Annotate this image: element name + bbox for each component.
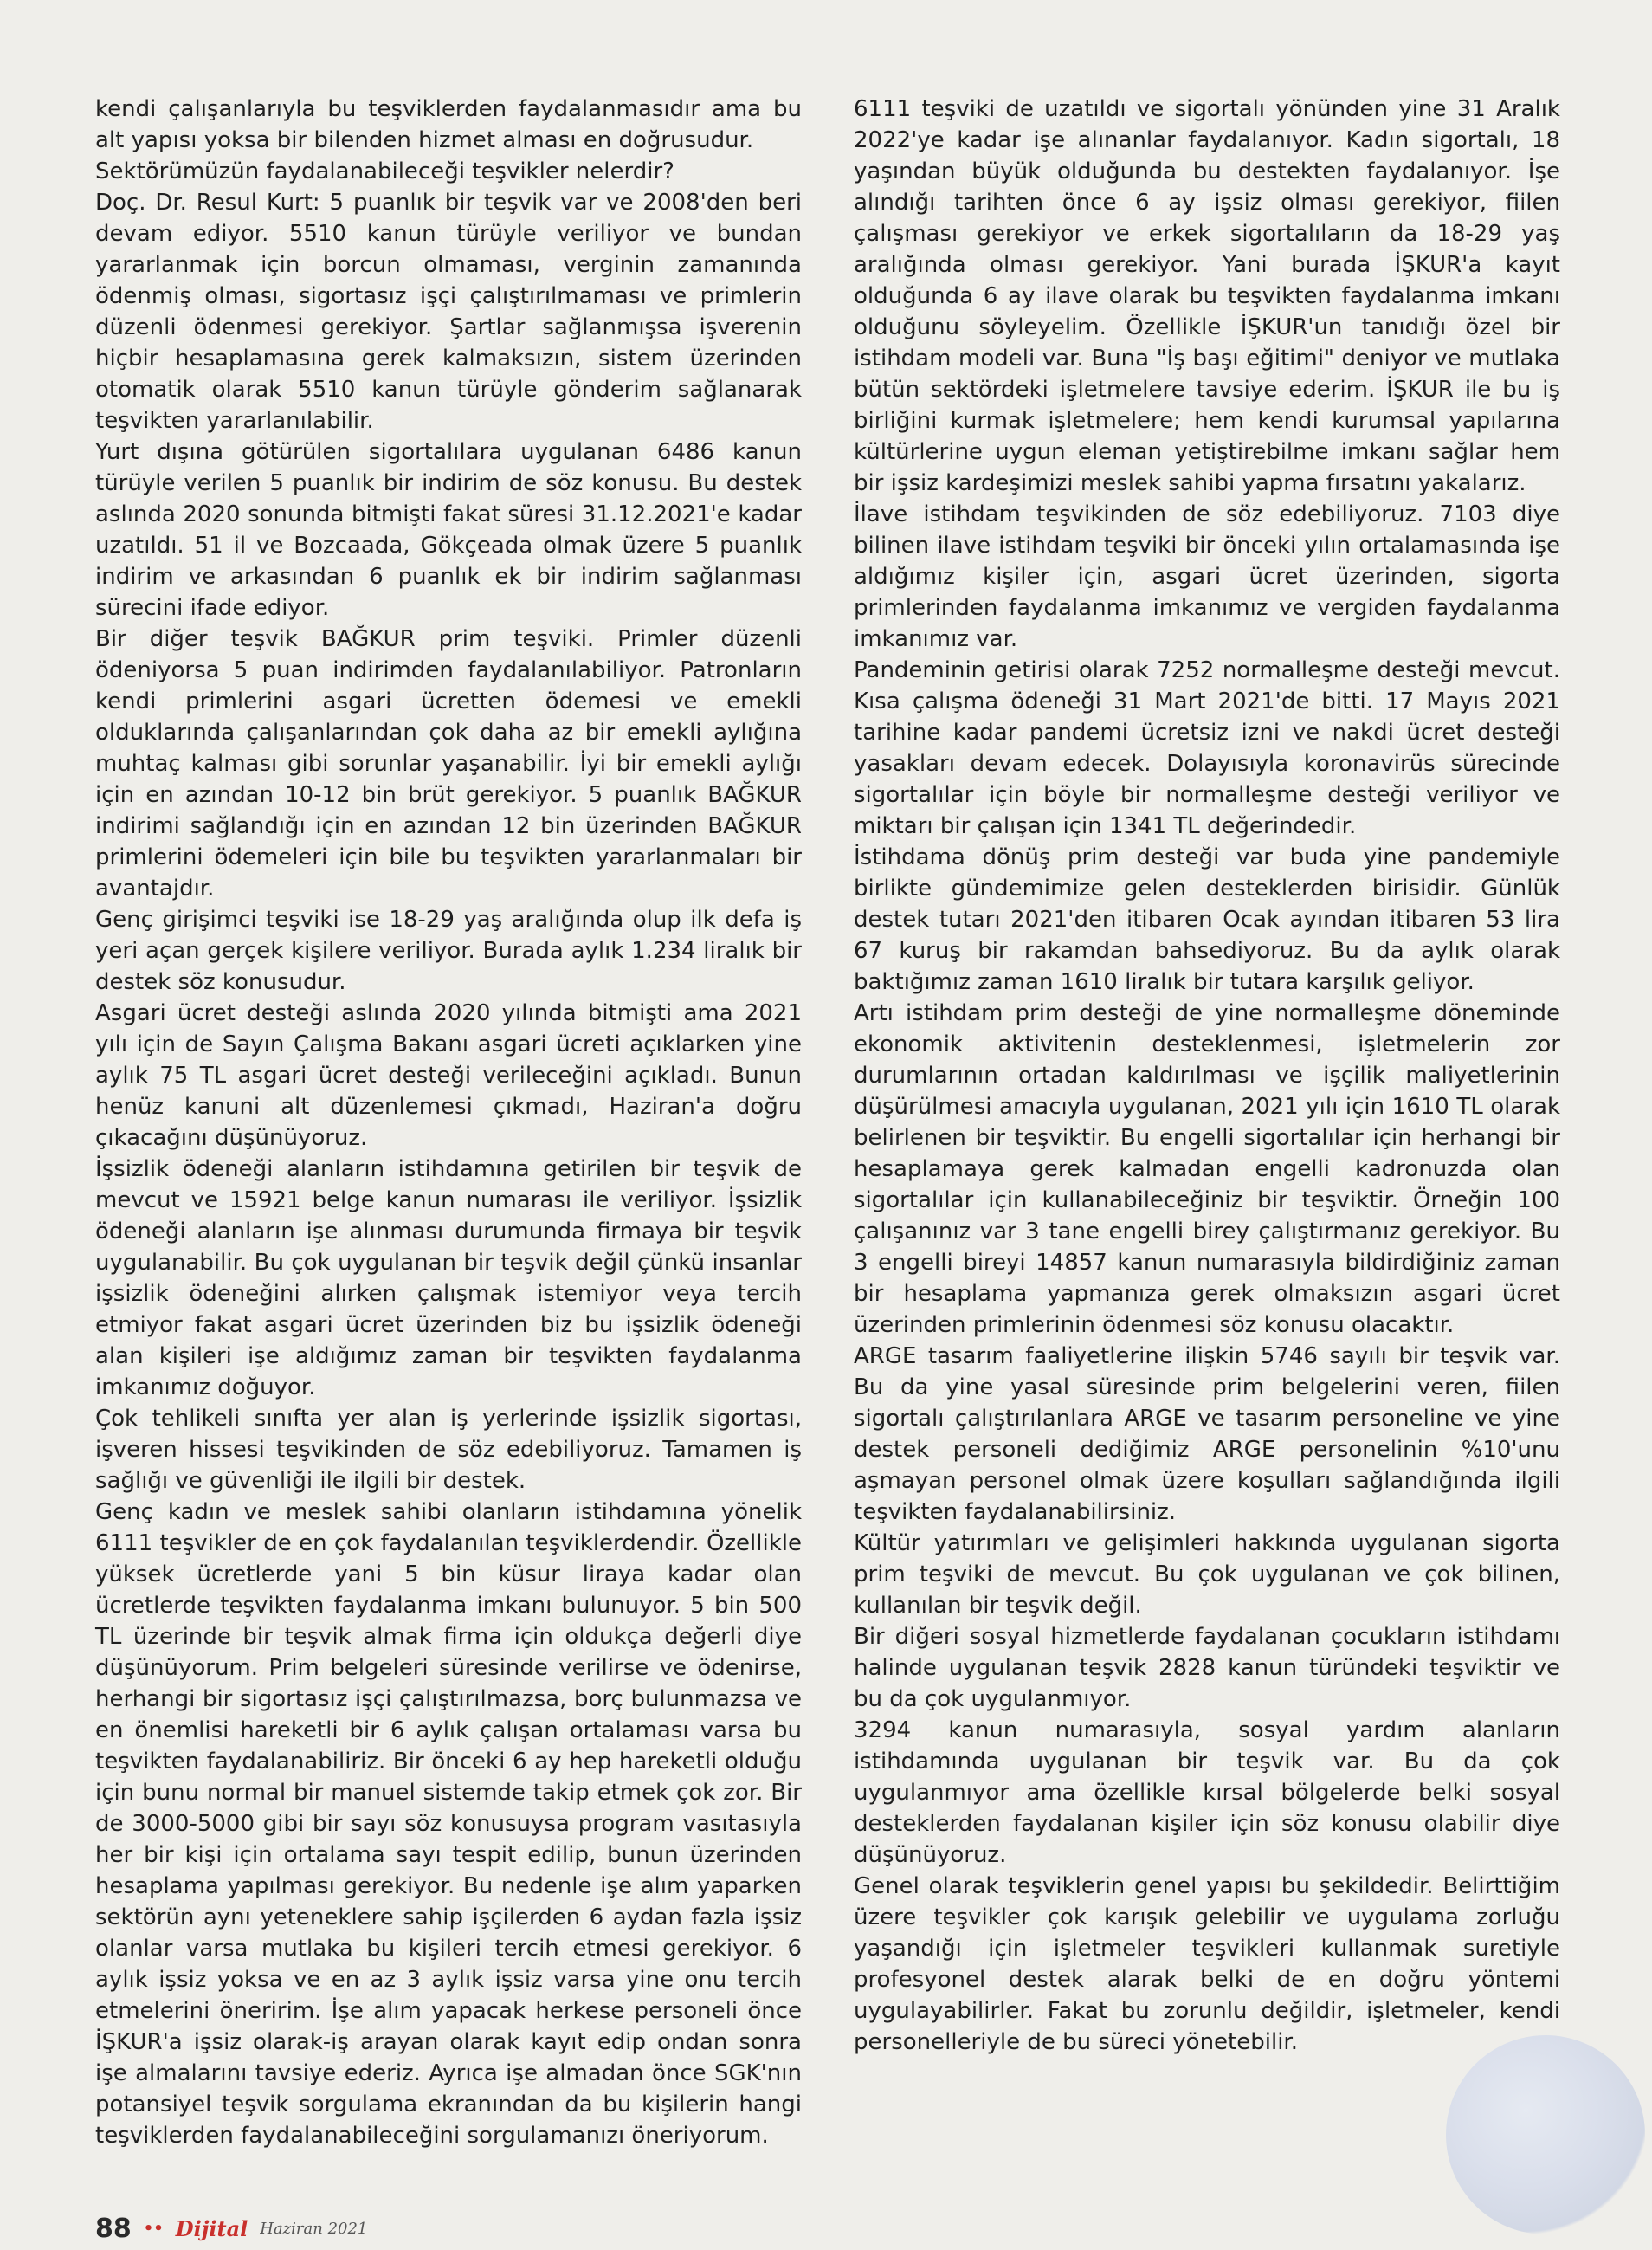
paragraph: kendi çalışanlarıyla bu teşviklerden faydalanmasıdır ama bu alt yapısı yoksa bir bilenden hizmet alması en doğrusudur. [95,96,802,153]
paragraph: İlave istihdam teşvikinden de söz edebiliyoruz. 7103 diye bilinen ilave istihdam teşviki bir önceki yılın ortalamasında işe aldığımız kişiler için, asgari ücret üzerinden, sigorta primlerinden faydalanma imkanımız ve vergiden faydalanma imkanımız var. [854,501,1560,652]
issue-date: Haziran 2021 [260,2220,368,2238]
magazine-logo: Dijital [175,2216,248,2241]
paragraph: Bir diğeri sosyal hizmetlerde faydalanan çocukların istihdamı halinde uygulanan teşvik 2828 kanun türündeki teşviktir ve bu da çok uygulanmıyor. [854,1624,1560,1712]
decorative-orb-icon [1446,2035,1645,2234]
paragraph: Kültür yatırımları ve gelişimleri hakkında uygulanan sigorta prim teşviki de mevcut. Bu çok uygulanan ve çok bilinen, kullanılan bir teşvik değil. [854,1530,1560,1619]
paragraph: Yurt dışına götürülen sigortalılara uygulanan 6486 kanun türüyle verilen 5 puanlık bir indirim de söz konusu. Bu destek aslında 2020 sonunda bitmişti fakat süresi 31.12.2021'e kadar uzatıldı. 51 il ve Bozcaada, Gökçeada olmak üzere 5 puanlık indirim ve arkasından 6 puanlık ek bir indirim sağlanması sürecini ifade ediyor. [95,439,802,621]
paragraph: Asgari ücret desteği aslında 2020 yılında bitmişti ama 2021 yılı için de Sayın Çalışma Bakanı asgari ücreti açıklarken yine aylık 75 TL asgari ücret desteği verileceğini açıkladı. Bunun henüz kanuni alt düzenlemesi çıkmadı, Haziran'a doğru çıkacağını düşünüyoruz. [95,1000,802,1151]
paragraph: Pandeminin getirisi olarak 7252 normalleşme desteği mevcut. Kısa çalışma ödeneği 31 Mart 2021'de bitti. 17 Mayıs 2021 tarihine kadar pandemi ücretsiz izni ve nakdi ücret desteği yasakları devam edecek. Dolayısıyla koronavirüs sürecinde sigortalılar için böyle bir normalleşme desteği veriliyor ve miktarı bir çalışan için 1341 TL değerindedir. [854,657,1560,839]
paragraph: Genç kadın ve meslek sahibi olanların istihdamına yönelik 6111 teşvikler de en çok faydalanılan teşviklerdendir. Özellikle yüksek ücretlerde yani 5 bin küsur liraya kadar olan ücretlerde teşvikten faydalanma imkanı bulunuyor. 5 bin 500 TL üzerinde bir teşvik almak firma için oldukça değerli diye düşünüyorum. Prim belgeleri süresinde verilirse ve ödenirse, herhangi bir sigortasız işçi çalıştırılmazsa, borç bulunmazsa ve en önemlisi hareketli bir 6 aylık çalışan ortalaması varsa bu teşvikten faydalanabiliriz. Bir önceki 6 ay hep hareketli olduğu için bunu normal bir manuel sistemde takip etmek çok zor. Bir de 3000-5000 gibi bir sayı söz konusuysa program vasıtasıyla her bir kişi için ortalama sayı tespit edilip, bunun üzerinden hesaplama yapılması gerekiyor. Bu nedenle işe alım yaparken sektörün aynı yeteneklere sahip işçilerden 6 aydan fazla işsiz olanlar varsa mutlaka bu kişileri tercih etmesi gerekiyor. 6 aylık işsiz yoksa ve en az 3 aylık işsiz varsa yine onu tercih etmelerini öneririm. İşe alım yapacak herkese personeli önce İŞKUR'a işsiz olarak-iş arayan olarak kayıt edip ondan sonra işe almalarını tavsiye ederiz. Ayrıca işe almadan önce SGK'nın potansiyel teşvik sorgulama ekranından da bu kişilerin hangi teşviklerden faydalanabileceğini sorgulamanızı öneriyorum. [95,1499,802,2149]
paragraph: 3294 kanun numarasıyla, sosyal yardım alanların istihdamında uygulanan bir teşvik var. Bu da çok uygulanmıyor ama özellikle kırsal bölgelerde belki sosyal desteklerden faydalanan kişiler için söz konusu olabilir diye düşünüyoruz. [854,1717,1560,1868]
paragraph: Doç. Dr. Resul Kurt: 5 puanlık bir teşvik var ve 2008'den beri devam ediyor. 5510 kanun türüyle veriliyor ve bundan yararlanmak için borcun olmaması, verginin zamanında ödenmiş olması, sigortasız işçi çalıştırılmaması ve primlerin düzenli ödenmesi gerekiyor. Şartlar sağlanmışsa işverenin hiçbir hesaplamasına gerek kalmaksızın, sistem üzerinden otomatik olarak 5510 kanun türüyle gönderim sağlanarak teşvikten yararlanılabilir. [95,190,802,434]
logo-arrows-icon: •• [143,2220,164,2238]
paragraph: Sektörümüzün faydalanabileceği teşvikler nelerdir? [95,158,674,184]
page-number: 88 [95,2214,132,2244]
paragraph: İşsizlik ödeneği alanların istihdamına getirilen bir teşvik de mevcut ve 15921 belge kanun numarası ile veriliyor. İşsizlik ödeneği alanların işe alınması durumunda firmaya bir teşvik uygulanabilir. Bu çok uygulanan bir teşvik değil çünkü insanlar işsizlik ödeneğini alırken çalışmak istemiyor veya tercih etmiyor fakat asgari ücret üzerinden biz bu işsizlik ödeneği alan kişileri işe aldığımız zaman bir teşvikten faydalanma imkanımız doğuyor. [95,1156,802,1400]
paragraph: ARGE tasarım faaliyetlerine ilişkin 5746 sayılı bir teşvik var. Bu da yine yasal süresinde prim belgelerini veren, fiilen sigortalı çalıştırılanlara ARGE ve tasarım personeline ve yine destek personeli dediğimiz ARGE personelinin %10'unu aşmayan personel olmak üzere koşulları sağlandığında ilgili teşvikten faydalanabilirsiniz. [854,1343,1560,1525]
left-column [95,94,802,2151]
paragraph: Bir diğer teşvik BAĞKUR prim teşviki. Primler düzenli ödeniyorsa 5 puan indirimden faydalanılabiliyor. Patronların kendi primlerini asgari ücretten ödemesi ve emekli olduklarında çalışanlarından çok daha az bir emekli aylığına muhtaç kalması gibi sorunlar yaşanabilir. İyi bir emekli aylığı için en azından 10-12 bin brüt gerekiyor. 5 puanlık BAĞKUR indirimi sağlandığı için en azından 12 bin üzerinden BAĞKUR primlerini ödemeleri için bile bu teşvikten yararlanmaları bir avantajdır. [95,626,802,902]
paragraph: Artı istihdam prim desteği de yine normalleşme döneminde ekonomik aktivitenin desteklenmesi, işletmelerin zor durumlarının ortadan kaldırılması ve işçilik maliyetlerinin düşürülmesi amacıyla uygulanan, 2021 yılı için 1610 TL olarak belirlenen bir teşviktir. Bu engelli sigortalılar için herhangi bir hesaplamaya gerek kalmadan engelli kadronuzda olan sigortalılar için kullanabileceğiniz bir teşviktir. Örneğin 100 çalışanınız var 3 tane engelli birey çalıştırmanız gerekiyor. Bu 3 engelli bireyi 14857 kanun numarasıyla bildirdiğiniz zaman bir hesaplama yapmanıza gerek olmaksızın asgari ücret üzerinden primlerinin ödenmesi söz konusu olacaktır. [854,1000,1560,1338]
paragraph: Genel olarak teşviklerin genel yapısı bu şekildedir. Belirttiğim üzere teşvikler çok karışık gelebilir ve uygulama zorluğu yaşandığı için işletmeler teşvikleri kullanmak suretiyle profesyonel destek alarak belki de en doğru yöntemi uygulayabilirler. Fakat bu zorunlu değildir, işletmeler, kendi personelleriyle de bu süreci yönetebilir. [854,1873,1560,2055]
paragraph: Çok tehlikeli sınıfta yer alan iş yerlerinde işsizlik sigortası, işveren hissesi teşvikinden de söz edebiliyoruz. Tamamen iş sağlığı ve güvenliği ile ilgili bir destek. [95,1406,802,1494]
page-footer [95,2214,367,2244]
paragraph: 6111 teşviki de uzatıldı ve sigortalı yönünden yine 31 Aralık 2022'ye kadar işe alınanlar faydalanıyor. Kadın sigortalı, 18 yaşından büyük olduğunda bu destekten faydalanıyor. İşe alındığı tarihten önce 6 ay işsiz olması gerekiyor, fiilen çalışması gerekiyor ve erkek sigortalıların da 18-29 yaş aralığında olması gerekiyor. Yani burada İŞKUR'a kayıt olduğunda 6 ay ilave olarak bu teşvikten faydalanma imkanı olduğunu söyleyelim. Özellikle İŞKUR'un tanıdığı özel bir istihdam modeli var. Buna "İş başı eğitimi" deniyor ve mutlaka bütün sektördeki işletmelere tavsiye ederim. İŞKUR ile bu iş birliğini kurmak işletmelere; hem kendi kurumsal yapılarına kültürlerine uygun eleman yetiştirebilme imkanı sağlar hem bir işsiz kardeşimizi meslek sahibi yapma fırsatını yakalarız. [854,96,1560,496]
paragraph: Genç girişimci teşviki ise 18-29 yaş aralığında olup ilk defa iş yeri açan gerçek kişilere veriliyor. Burada aylık 1.234 liralık bir destek söz konusudur. [95,907,802,995]
right-column [854,94,1560,2058]
paragraph: İstihdama dönüş prim desteği var buda yine pandemiyle birlikte gündemimize gelen desteklerden birisidir. Günlük destek tutarı 2021'den itibaren Ocak ayından itibaren 53 lira 67 kuruş bir rakamdan bahsediyoruz. Bu da aylık olarak baktığımız zaman 1610 liralık bir tutara karşılık geliyor. [854,844,1560,995]
